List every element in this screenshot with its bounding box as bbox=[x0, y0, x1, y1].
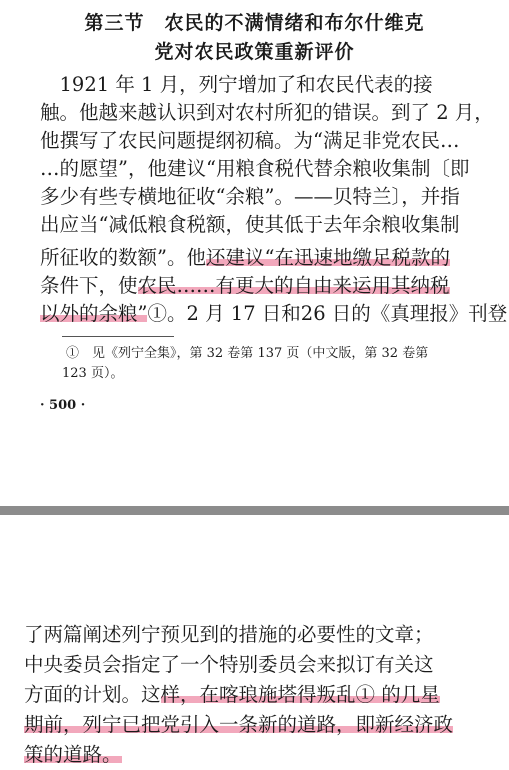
highlighted-text: 还建议“在迅速地缴足税款的 bbox=[205, 246, 450, 269]
body-line: …的愿望”，他建议“用粮食税代替余粮收集制〔即 bbox=[40, 157, 470, 180]
body-line bbox=[24, 740, 122, 770]
highlighted-text: 样，在喀琅施塔得叛乱① 的几星 bbox=[160, 683, 440, 706]
footnote-line-1: ① 见《列宁全集》，第 32 卷第 137 页（中文版，第 32 卷第 bbox=[66, 346, 429, 361]
body-line: 所征收的数额”。他还建议“在迅速地缴足税款的 bbox=[40, 246, 450, 269]
page-number: · 500 · bbox=[40, 398, 86, 413]
body-line: 1921 年 1 月，列宁增加了和农民代表的接 bbox=[40, 73, 433, 96]
body-line: 以外的余粮”①。2 月 17 日和26 日的《真理报》刊登 bbox=[40, 302, 508, 325]
body-line bbox=[24, 710, 453, 740]
highlighted-text: 以外的余粮” bbox=[40, 302, 148, 325]
bottom-page bbox=[0, 515, 509, 770]
page-separator bbox=[0, 506, 509, 515]
footnote-rule bbox=[62, 336, 174, 337]
body-line: 多少有些专横地征收“余粮”。——贝特兰〕，并指 bbox=[40, 185, 460, 208]
footnote-line-2: 123 页）。 bbox=[62, 366, 124, 381]
section-heading-line-2: 党对农民政策重新评价 bbox=[154, 41, 355, 63]
body-line: 方面的计划。这样，在喀琅施塔得叛乱① 的几星 bbox=[24, 683, 440, 706]
body-line: 触。他越来越认识到对农村所犯的错误。到了 2 月， bbox=[40, 101, 494, 124]
body-line: 了两篇阐述列宁预见到的措施的必要性的文章； bbox=[24, 623, 434, 646]
body-line: 条件下，使农民……有更大的自由来运用其纳税 bbox=[40, 274, 450, 297]
body-line: 出应当“减低粮食税额，使其低于去年余粮收集制 bbox=[40, 213, 460, 236]
highlighted-text: 策的道路。 bbox=[24, 743, 122, 766]
highlighted-text: 农民……有更大的自由来运用其纳税 bbox=[137, 274, 450, 297]
body-line: 中央委员会指定了一个特别委员会来拟订有关这 bbox=[24, 653, 434, 676]
section-heading-line-1: 第三节 农民的不满情绪和布尔什维克 bbox=[84, 12, 425, 34]
highlighted-text: 期前，列宁已把党引入一条新的道路，即新经济政 bbox=[24, 713, 454, 736]
body-line: 他撰写了农民问题提纲初稿。为“满足非党农民… bbox=[40, 129, 460, 152]
